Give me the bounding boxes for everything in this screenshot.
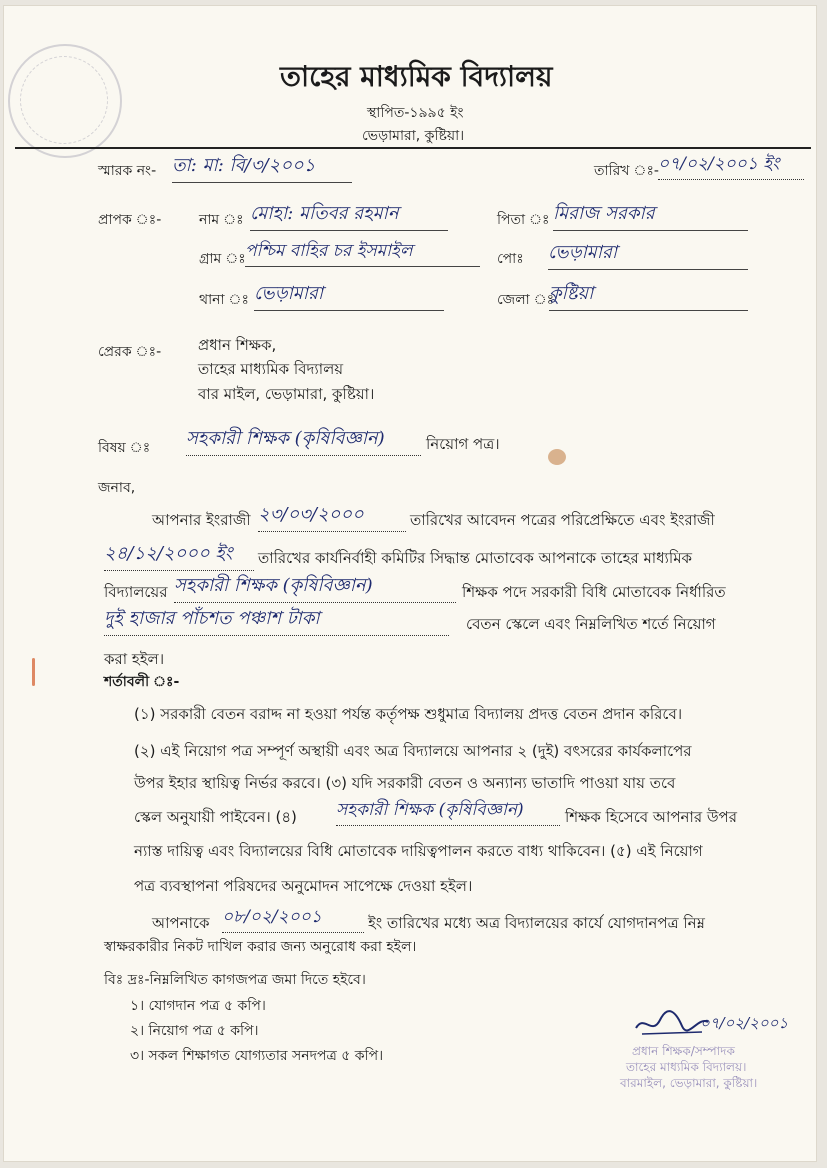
memo-number: তা: মা: বি/৩/২০০১: [172, 151, 352, 183]
body-text-2: তারিখের আবেদন পত্রের পরিপ্রেক্ষিতে এবং ইংরাজী: [410, 511, 715, 529]
condition-1: (১) সরকারী বেতন বরাদ্দ না হওয়া পর্যন্ত কর্তৃপক্ষ শুধুমাত্র বিদ্যালয় প্রদত্ত বেতন প্রদান করিবে।: [134, 705, 683, 723]
stain-mark: [548, 449, 566, 465]
recipient-label: প্রাপক ঃ-: [98, 212, 162, 228]
joining-date: ০৮/০২/২০০১: [222, 904, 364, 933]
father-value: মিরাজ সরকার: [553, 199, 748, 231]
memo-label: স্মারক নং-: [98, 163, 157, 179]
condition-3b: শিক্ষক হিসেবে আপনার উপর: [565, 808, 737, 826]
post-label: পোঃ: [497, 251, 524, 267]
body-text-1: আপনার ইংরাজী: [152, 511, 251, 529]
sender-label: প্রেরক ঃ-: [98, 344, 162, 360]
post-value: ভেড়ামারা: [548, 238, 748, 270]
sender-line1: প্রধান শিক্ষক,: [198, 336, 277, 354]
subject-suffix: নিয়োগ পত্র।: [426, 435, 500, 453]
sender-line3: বার মাইল, ভেড়ামারা, কুষ্টিয়া।: [198, 385, 375, 403]
faded-seal-inner: [20, 56, 108, 144]
margin-mark: [32, 658, 35, 686]
application-date: ২৩/০৩/২০০০: [258, 500, 406, 532]
thana-value: ভেড়ামারা: [254, 279, 444, 311]
condition-4: ন্যাস্ত দায়িত্ব এবং বিদ্যালয়ের বিধি মোতাবেক দায়িত্বপালন করতে বাধ্য থাকিবেন। (৫) এই নিয়োগ: [134, 842, 703, 860]
stamp-line-1: প্রধান শিক্ষক/সম্পাদক: [632, 1044, 735, 1058]
name-value: মোহা: মতিবর রহমান: [250, 199, 448, 231]
salary-scale: দুই হাজার পাঁচশত পঞ্চাশ টাকা: [104, 604, 449, 636]
note-item: ১। যোগদান পত্র ৫ কপি।: [130, 998, 266, 1014]
condition-2b: উপর ইহার স্থায়িত্ব নির্ভর করবে। (৩) যদি সরকারী বেতন ও অন্যান্য ভাতাদি পাওয়া যায় তবে: [134, 774, 676, 792]
thana-label: থানা ঃ: [199, 292, 249, 308]
father-label: পিতা ঃ: [497, 212, 550, 228]
village-label: গ্রাম ঃ: [199, 251, 246, 267]
joining-text-1: আপনাকে: [152, 914, 210, 932]
conditions-title: শর্তাবলী ঃ-: [104, 674, 180, 690]
post-name: সহকারী শিক্ষক (কৃষিবিজ্ঞান): [174, 571, 456, 603]
stamp-line-2: তাহের মাধ্যমিক বিদ্যালয়।: [626, 1060, 747, 1074]
committee-date: ২৪/১২/২০০০ ইং: [104, 539, 254, 571]
village-value: পশ্চিম বাহির চর ইসমাইল: [245, 238, 480, 267]
name-label: নাম ঃ: [199, 212, 244, 228]
body-text-3: তারিখের কার্যনির্বাহী কমিটির সিদ্ধান্ত মোতাবেক আপনাকে তাহের মাধ্যমিক: [258, 549, 693, 567]
condition-5: পত্র ব্যবস্থাপনা পরিষদের অনুমোদন সাপেক্ষে দেওয়া হইল।: [134, 877, 473, 895]
date-label: তারিখ ঃ-: [594, 163, 659, 179]
body-text-5: শিক্ষক পদে সরকারী বিধি মোতাবেক নির্ধারিত: [462, 583, 726, 601]
condition-3a: স্কেল অনুযায়ী পাইবেন। (৪): [134, 808, 297, 826]
note-item: ৩। সকল শিক্ষাগত যোগ্যতার সনদপত্র ৫ কপি।: [130, 1048, 384, 1064]
body-text-6: বেতন স্কেলে এবং নিম্নলিখিত শর্তে নিয়োগ: [466, 615, 716, 633]
salutation: জনাব,: [98, 480, 136, 496]
subject-label: বিষয় ঃ: [98, 440, 151, 456]
condition-post: সহকারী শিক্ষক (কৃষিবিজ্ঞান): [336, 797, 560, 826]
note-title: বিঃ দ্রঃ-নিম্নলিখিত কাগজপত্র জমা দিতে হইবে।: [104, 972, 366, 988]
subject-value: সহকারী শিক্ষক (কৃষিবিজ্ঞান): [186, 424, 421, 456]
sender-line2: তাহের মাধ্যমিক বিদ্যালয়: [198, 360, 344, 378]
signature-date: ০৭/০২/২০০১: [700, 1014, 789, 1032]
stamp-line-3: বারমাইল, ভেড়ামারা, কুষ্টিয়া।: [620, 1076, 758, 1090]
body-text-4: বিদ্যালয়ের: [104, 583, 168, 601]
joining-text-3: স্বাক্ষরকারীর নিকট দাখিল করার জন্য অনুরোধ করা হইল।: [104, 939, 417, 955]
header-rule: [15, 147, 811, 149]
condition-2a: (২) এই নিয়োগ পত্র সম্পূর্ণ অস্থায়ী এবং অত্র বিদ্যালয়ে আপনার ২ (দুই) বৎসরের কার্যকলাপের: [134, 742, 692, 760]
joining-text-2: ইং তারিখের মধ্যে অত্র বিদ্যালয়ের কার্যে যোগদানপত্র নিম্ন: [368, 914, 705, 932]
body-text-7: করা হইল।: [104, 650, 165, 668]
established-line: স্থাপিত-১৯৯৫ ইং: [367, 105, 464, 121]
memo-date: ০৭/০২/২০০১ ইং: [658, 151, 804, 180]
note-item: ২। নিয়োগ পত্র ৫ কপি।: [130, 1023, 259, 1039]
district-value: কুষ্টিয়া: [549, 279, 748, 311]
school-name: তাহের মাধ্যমিক বিদ্যালয়: [280, 60, 553, 93]
location-line: ভেড়ামারা, কুষ্টিয়া।: [362, 128, 465, 144]
district-label: জেলা ঃ: [497, 292, 555, 308]
